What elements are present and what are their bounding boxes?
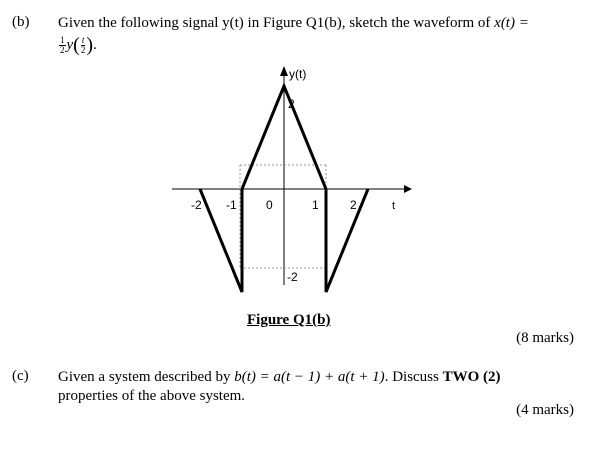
part-c-text-before: Given a system described by — [58, 369, 235, 385]
x-axis-label: t — [392, 200, 396, 212]
y-axis-label: y(t) — [289, 67, 307, 81]
part-b-end: . — [93, 37, 97, 53]
part-b-label: (b) — [12, 14, 30, 30]
part-b-fraction: $\frac{1}{2}$ — [60, 35, 65, 56]
part-b-text: Given the following signal y(t) in Figure Q1(b), sketch the waveform of — [58, 15, 495, 31]
part-b-inner-fraction: $\frac{t}{2}$ — [80, 35, 86, 56]
y-tick-top: 2 — [288, 97, 295, 111]
part-c-equation: b(t) = a(t − 1) + a(t + 1) — [234, 369, 385, 385]
figure-caption: Figure Q1(b) — [247, 312, 331, 328]
y-tick-bottom: -2 — [287, 270, 298, 284]
part-c-marks: (4 marks) — [516, 402, 574, 418]
part-c-bold-text: TWO (2) — [442, 369, 501, 385]
part-c-text-middle: . Discuss — [384, 369, 443, 385]
part-c-label: (c) — [12, 368, 29, 384]
y-axis-arrow-icon — [280, 66, 288, 76]
part-c-question — [58, 368, 578, 406]
x-axis-arrow-icon — [404, 185, 412, 193]
x-tick-0: 0 — [266, 198, 273, 212]
x-tick-2: 2 — [350, 198, 357, 212]
part-b-x-expression: x(t) = — [494, 15, 529, 31]
part-b-expression: $\frac{1}{2}$ y( $\frac{t}{2}$ ). — [60, 34, 97, 57]
part-b-marks: (8 marks) — [516, 330, 574, 346]
x-tick-neg1: -1 — [226, 198, 237, 212]
part-b-y-symbol: y — [66, 37, 74, 53]
part-c-text-after: properties of the above system. — [58, 388, 246, 404]
x-tick-1: 1 — [312, 198, 319, 212]
x-tick-neg2: -2 — [191, 198, 202, 212]
